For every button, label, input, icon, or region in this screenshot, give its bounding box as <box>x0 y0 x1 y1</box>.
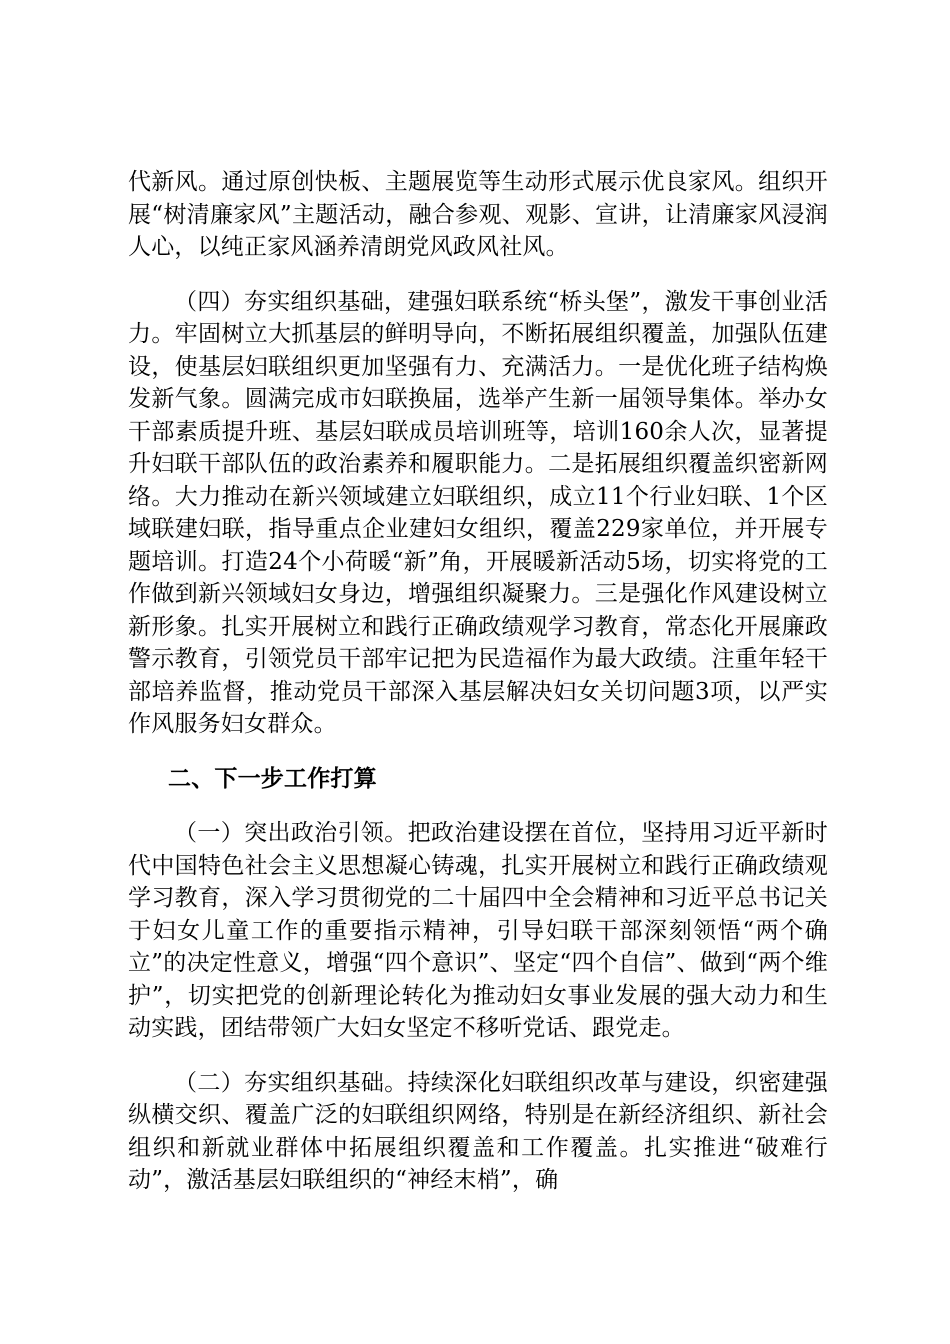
paragraph-gap <box>128 1045 828 1067</box>
paragraph-gap <box>128 264 828 286</box>
section-heading-next-steps: 二、下一步工作打算 <box>168 765 377 792</box>
paragraph-gap <box>128 795 828 817</box>
paragraph-section-four: （四）夯实组织基础，建强妇联系统“桥头堡”，激发干事创业活力。牢固树立大抓基层的鲜明导向，不断拓展组织覆盖，加强队伍建设，使基层妇联组织更加坚强有力、充满活力。一是优化班子结构焕发新气象。圆满完成市妇联换届，选举产生新一届领导集体。举办女干部素质提升班、基层妇联成员培训班等，培训160余人次，显著提升妇联干部队伍的政治素养和履职能力。二是拓展组织覆盖织密新网络。大力推动在新兴领域建立妇联组织，成立11个行业妇联、1个区域联建妇联，指导重点企业建妇女组织，覆盖229家单位，并开展专题培训。打造24个小荷暖“新”角，开展暖新活动5场，切实将党的工作做到新兴领域妇女身边，增强组织凝聚力。三是强化作风建设树立新形象。扎实开展树立和践行正确政绩观学习教育，常态化开展廉政警示教育，引领党员干部牢记把为民造福作为最大政绩。注重年轻干部培养监督，推动党员干部深入基层解决妇女关切问题3项，以严实作风服务妇女群众。 <box>128 288 828 737</box>
paragraph-continuation: 代新风。通过原创快板、主题展览等生动形式展示优良家风。组织开展“树清廉家风”主题活动，融合参观、观影、宣讲，让清廉家风浸润人心，以纯正家风涵养清朗党风政风社风。 <box>128 169 828 260</box>
paragraph-next-one: （一）突出政治引领。把政治建设摆在首位，坚持用习近平新时代中国特色社会主义思想凝心铸魂，扎实开展树立和践行正确政绩观学习教育，深入学习贯彻党的二十届四中全会精神和习近平总书记关于妇女儿童工作的重要指示精神，引导妇联干部深刻领悟“两个确立”的决定性意义，增强“四个意识”、坚定“四个自信”、做到“两个维护”，切实把党的创新理论转化为推动妇女事业发展的强大动力和生动实践，团结带领广大妇女坚定不移听党话、跟党走。 <box>128 820 828 1041</box>
paragraph-next-two: （二）夯实组织基础。持续深化妇联组织改革与建设，织密建强纵横交织、覆盖广泛的妇联组织网络，特别是在新经济组织、新社会组织和新就业群体中拓展组织覆盖和工作覆盖。扎实推进“破难行动”，激活基层妇联组织的“神经末梢”，确 <box>128 1069 828 1193</box>
document-page <box>128 166 828 1197</box>
paragraph-gap <box>128 741 828 763</box>
